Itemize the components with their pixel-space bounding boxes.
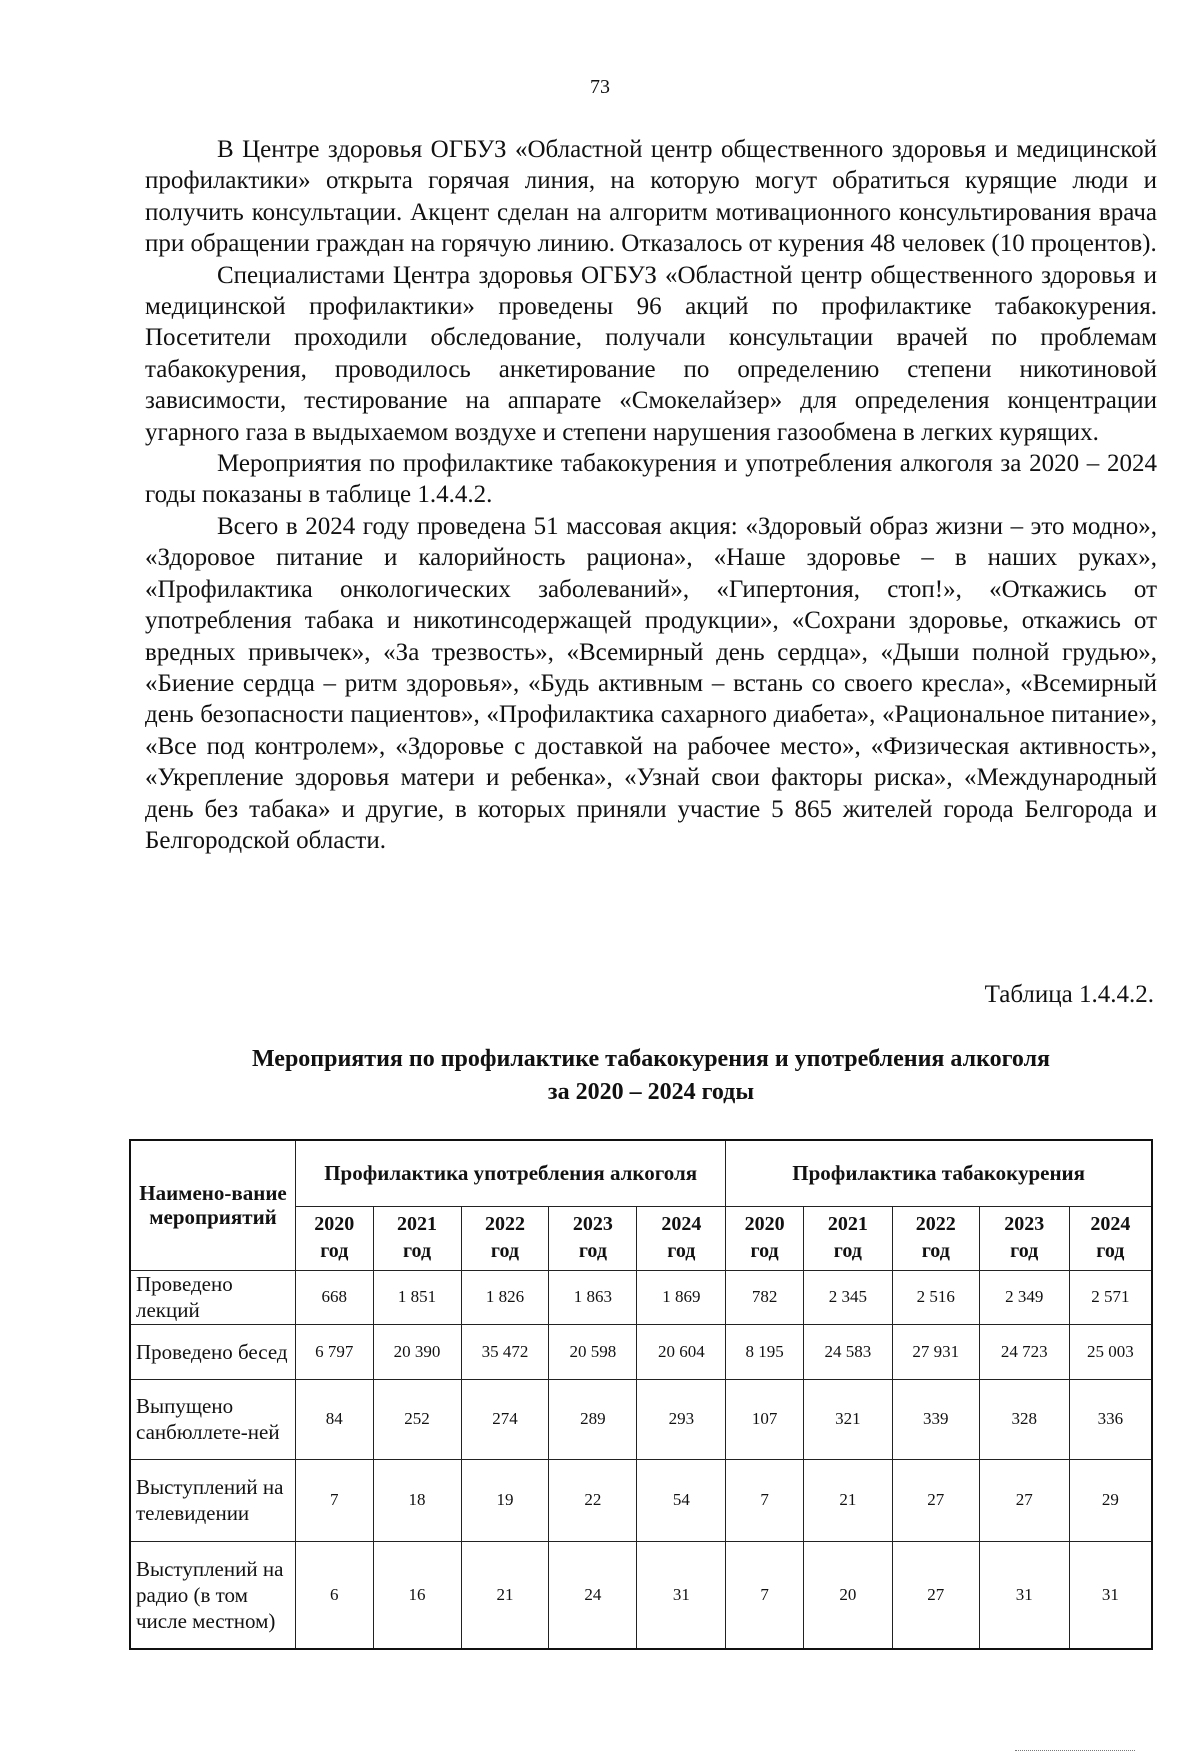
paragraph-mass-actions: Всего в 2024 году проведена 51 массовая акция: «Здоровый образ жизни – это модно», «Здоровое питание и калорийность рациона», «Наше здоровье – в наших руках», «Профилактика онкологических заболеваний», «Гипертония, стоп!», «Откажись от употребления табака и никотинсодержащей продукции», «Сохрани здоровье, откажись от вредных привычек», «За трезвость», «Всемирный день сердца», «Дыши полной грудью», «Биение сердца – ритм здоровья», «Будь активным – встань со своего кресла», «Всемирный день безопасности пациентов», «Профилактика сахарного диабета», «Рациональное питание», «Все под контролем», «Здоровье с доставкой на рабочее место», «Физическая активность», «Укрепление здоровья матери и ребенка», «Узнай свои факторы риска», «Международный день без табака» и другие, в которых приняли участие 5 865 жителей города Белгорода и Белгородской области. (145, 512, 1157, 854)
prevention-table (129, 1139, 1153, 1650)
cell-value: 336 (1069, 1379, 1152, 1459)
cell-value: 27 (979, 1459, 1069, 1541)
header-alcohol-year-2021: 2021 год (373, 1206, 461, 1270)
cell-value: 6 797 (296, 1324, 374, 1379)
cell-value: 29 (1069, 1459, 1152, 1541)
table-caption: Таблица 1.4.4.2. (984, 981, 1154, 1008)
header-alcohol-group: Профилактика употребления алкоголя (296, 1140, 726, 1206)
cell-value: 1 869 (637, 1270, 726, 1324)
cell-value: 8 195 (726, 1324, 804, 1379)
cell-value: 21 (461, 1541, 549, 1649)
cell-value: 20 390 (373, 1324, 461, 1379)
cell-value: 1 863 (549, 1270, 637, 1324)
cell-value: 19 (461, 1459, 549, 1541)
header-tobacco-year-2021: 2021 год (803, 1206, 892, 1270)
table-row-lectures (130, 1270, 1152, 1324)
footer-dotted-line (1015, 1750, 1135, 1752)
cell-value: 1 826 (461, 1270, 549, 1324)
cell-value: 24 583 (803, 1324, 892, 1379)
cell-value: 321 (803, 1379, 892, 1459)
cell-value: 293 (637, 1379, 726, 1459)
cell-value: 252 (373, 1379, 461, 1459)
cell-value: 2 349 (979, 1270, 1069, 1324)
cell-value: 84 (296, 1379, 374, 1459)
cell-value: 339 (892, 1379, 979, 1459)
cell-value: 289 (549, 1379, 637, 1459)
table-title-line-2: за 2020 – 2024 годы (547, 1079, 755, 1105)
cell-value: 7 (726, 1459, 804, 1541)
header-tobacco-year-2023: 2023 год (979, 1206, 1069, 1270)
page-number: 73 (590, 76, 610, 98)
cell-value: 668 (296, 1270, 374, 1324)
header-alcohol-year-2023: 2023 год (549, 1206, 637, 1270)
cell-value: 2 516 (892, 1270, 979, 1324)
cell-value: 21 (803, 1459, 892, 1541)
cell-value: 2 571 (1069, 1270, 1152, 1324)
table-row-tv (130, 1459, 1152, 1541)
header-alcohol-year-2020: 2020 год (296, 1206, 374, 1270)
cell-value: 24 723 (979, 1324, 1069, 1379)
cell-value: 27 931 (892, 1324, 979, 1379)
header-alcohol-year-2022: 2022 год (461, 1206, 549, 1270)
header-tobacco-year-2024: 2024 год (1069, 1206, 1152, 1270)
cell-value: 54 (637, 1459, 726, 1541)
cell-value: 2 345 (803, 1270, 892, 1324)
cell-value: 107 (726, 1379, 804, 1459)
cell-value: 20 598 (549, 1324, 637, 1379)
cell-value: 20 (803, 1541, 892, 1649)
row-label: Проведено бесед (130, 1324, 296, 1379)
cell-value: 7 (296, 1459, 374, 1541)
cell-value: 1 851 (373, 1270, 461, 1324)
cell-value: 35 472 (461, 1324, 549, 1379)
cell-value: 31 (979, 1541, 1069, 1649)
header-tobacco-year-2022: 2022 год (892, 1206, 979, 1270)
cell-value: 22 (549, 1459, 637, 1541)
body-text (145, 134, 1157, 856)
cell-value: 782 (726, 1270, 804, 1324)
cell-value: 27 (892, 1541, 979, 1649)
table-title (145, 1043, 1157, 1109)
header-tobacco-year-2020: 2020 год (726, 1206, 804, 1270)
cell-value: 27 (892, 1459, 979, 1541)
header-tobacco-group: Профилактика табакокурения (726, 1140, 1152, 1206)
header-name-column: Наимено-вание мероприятий (130, 1140, 296, 1270)
header-alcohol-year-2024: 2024 год (637, 1206, 726, 1270)
cell-value: 18 (373, 1459, 461, 1541)
row-label: Проведено лекций (130, 1270, 296, 1324)
row-label: Выпущено санбюллете-ней (130, 1379, 296, 1459)
paragraph-hotline: В Центре здоровья ОГБУЗ «Областной центр общественного здоровья и медицинской профилактики» открыта горячая линия, на которую могут обратиться курящие люди и получить консультации. Акцент сделан на алгоритм мотивационного консультирования врача при обращении граждан на горячую линию. Отказалось от курения 48 человек (10 процентов). (145, 136, 1157, 258)
table-row-radio (130, 1541, 1152, 1649)
cell-value: 20 604 (637, 1324, 726, 1379)
cell-value: 31 (637, 1541, 726, 1649)
paragraph-health-center-actions: Специалистами Центра здоровья ОГБУЗ «Областной центр общественного здоровья и медицинской профилактики» проведены 96 акций по профилактике табакокурения. Посетители проходили обследование, получали консультации врачей по проблемам табакокурения, проводилось анкетирование по определению степени никотиновой зависимости, тестирование на аппарате «Смокелайзер» для определения концентрации угарного газа в выдыхаемом воздухе и степени нарушения газообмена в легких курящих. (145, 261, 1157, 446)
table-title-line-1: Мероприятия по профилактике табакокурения и употребления алкоголя (251, 1046, 1051, 1072)
cell-value: 31 (1069, 1541, 1152, 1649)
cell-value: 25 003 (1069, 1324, 1152, 1379)
cell-value: 16 (373, 1541, 461, 1649)
paragraph-table-reference: Мероприятия по профилактике табакокурения и употребления алкоголя за 2020 – 2024 годы показаны в таблице 1.4.4.2. (145, 450, 1157, 509)
cell-value: 274 (461, 1379, 549, 1459)
table-row-bulletins (130, 1379, 1152, 1459)
cell-value: 328 (979, 1379, 1069, 1459)
row-label: Выступлений на радио (в том числе местном) (130, 1541, 296, 1649)
cell-value: 7 (726, 1541, 804, 1649)
table-row-talks (130, 1324, 1152, 1379)
cell-value: 24 (549, 1541, 637, 1649)
cell-value: 6 (296, 1541, 374, 1649)
row-label: Выступлений на телевидении (130, 1459, 296, 1541)
